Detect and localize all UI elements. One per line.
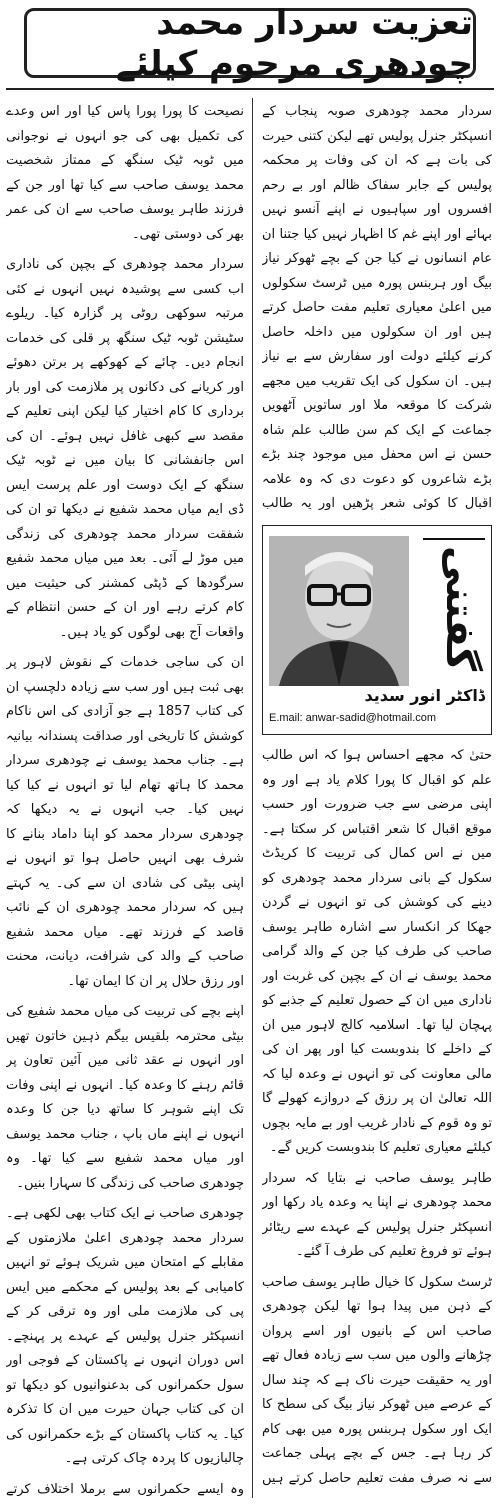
- paragraph: نصیحت کا پورا پورا پاس کیا اور اس وعدے کی تکمیل بھی کی جو انہوں نے نوجوانی میں ٹوبہ ٹیک سنگھ کے ممتاز شخصیت محمد یوسف صاحب سے کیا تھا اور جن کے فرزند طاہر یوسف صاحب سے ان کی عمر بھر کی دوستی تھی۔: [6, 104, 244, 242]
- headline-rule: [6, 88, 494, 90]
- author-photo: [269, 536, 409, 686]
- paragraph: ٹرسٹ سکول کا خیال طاہر یوسف صاحب کے ذہن میں پیدا ہوا تھا لیکن چودھری صاحب اس کے بانیوں اور اسے پروان چڑھانے والوں میں سب سے زیادہ فعال تھے اور یہ حقیقت حیرت ناک ہے کہ چند سال کے عرصے میں ٹھوکر نیاز بیگ کی سطح کا ایک اور سکول ہربنس پورہ میں بھی کام کر رہا ہے۔ جس کے بچے پہلی جماعت سے نہ صرف مفت تعلیم حاصل کرتے ہیں: [262, 1274, 492, 1486]
- article-column-right-top: [262, 100, 492, 520]
- paragraph: طاہر یوسف صاحب نے بتایا کہ سردار محمد چودھری نے اپنا یہ وعدہ یاد رکھا اور انسپکٹر جنرل پولیس کے عہدے سے ریٹائر ہوئے تو فروغ تعلیم کی طرف آ گئے۔: [262, 1170, 492, 1259]
- column-divider: [252, 98, 253, 1498]
- columnist-box: [262, 525, 492, 735]
- author-name: ڈاکٹر انور سدید: [364, 686, 485, 705]
- paragraph: سردار محمد چودھری کے بچپن کی ناداری اب کسی سے پوشیدہ نہیں انہوں نے کئی مرتبہ سوکھی روٹی پر گزارہ کیا۔ ریلوے سٹیشن ٹوبہ ٹیک سنگھ پر قلی کی خدمات انجام دیں۔ چائے کے کھوکھے پر برتن دھوئے اور کریانے کی دکانوں پر ملازمت کی اور بار برداری کا کام اختیار کیا لیکن اپنی تعلیم کے مقصد سے کبھی غافل نہیں ہوئے۔ ان کی اس جانفشانی کا بیان میں نے ٹوبہ ٹیک سنگھ کے ایک دوست اور علم پرست ایس ڈی ایم میاں محمد شفیع نے دیکھا تو ان کی شفقت سردار محمد چودھری کی زندگی میں موڑ لے آئی۔ بعد میں میاں محمد شفیع سرگودھا کے ڈپٹی کمشنر کی حیثیت میں کام کرتے رہے اور ان کے حسن انتظام کے واقعات آج بھی لوگوں کو یاد ہیں۔: [6, 257, 244, 640]
- headline: تعزیت سردار محمد چودھری مرحوم کیلئے: [115, 2, 473, 84]
- article-column-right-bottom: [262, 744, 492, 1496]
- article-column-left: [6, 100, 244, 1496]
- author-email: E.mail: anwar-sadid@hotmail.com: [269, 712, 437, 724]
- column-name-rule: [423, 538, 485, 540]
- column-name: گفتنی: [437, 546, 483, 672]
- paragraph: سردار محمد چودھری صوبہ پنجاب کے انسپکٹر جنرل پولیس تھے لیکن کتنی حیرت کی بات ہے کہ ان کی وفات پر محکمہ پولیس کے جابر سفاک ظالم اور بے رحم افسروں اور سپاہیوں نے اپنے آنسو نہیں بہائے اور اپنے غم کا اظہار نہیں کیا جتنا ان عام انسانوں نے کیا جن کے بچے ٹھوکر نیاز بیگ اور ہربنس پورہ میں ٹرسٹ سکولوں میں اعلیٰ معیاری تعلیم مفت حاصل کرتے ہیں اور ان سکولوں میں داخلہ حاصل کرنے کیلئے دولت اور سفارش سے بے نیاز ہیں۔ ان سکول کی ایک تقریب میں مجھے شرکت کا موقعہ ملا اور ساتویں آٹھویں جماعت کے ایک کم سن طالب علم شاہ حسن نے اس محفل میں موجود چند بڑے بڑے شاعروں کو دعوت دی کہ وہ علامہ اقبال کا کوئی شعر پڑھیں اور یہ طالب: [262, 104, 492, 511]
- paragraph: حتیٰ کہ مجھے احساس ہوا کہ اس طالب علم کو اقبال کا پورا کلام یاد ہے اور وہ اپنی مرضی سے جب ضرورت اور حسب موقع اقبال کا شعر اقتباس کر سکتا ہے۔ میں نے اس کمال کی تربیت کا کریڈٹ سکول کے بانی سردار محمد چودھری کو دینے کی کوشش کی تو انہوں نے گردن جھکا کر انکسار سے اشارہ طاہر یوسف صاحب کی طرف کیا جن کے والد گرامی محمد یوسف نے ان کے بچپن کی غربت اور ناداری میں ان کے حصول تعلیم کے جذبے کو پہچان لیا تھا۔ اسلامیہ کالج لاہور میں ان کے داخلے کا بندوبست کیا اور پھر ان کی مالی معاونت کی تو انہوں نے وعدہ لیا کہ اللہ تعالیٰ ان پر رزق کے دروازے کھولے گا تو وہ قوم کے نادار غریب اور بے مایہ بچوں کیلئے معیاری تعلیم کا بندوبست کریں گے۔: [262, 748, 492, 1155]
- paragraph: اپنے بچے کی تربیت کی میاں محمد شفیع کی بیٹی محترمہ بلقیس بیگم ذہین خاتون تھیں اور انہوں نے عقد ثانی میں آئین تعاون پر قائم رہنے کا وعدہ کیا۔ انہوں نے اپنی وفات تک اپنے شوہر کا ساتھ دیا جن کا وعدہ انہوں نے اپنے ماں باپ ، جناب محمد یوسف اور میاں محمد شفیع سے کیا تھا۔ وہ چودھری صاحب کی زندگی کا سہارا بنیں۔: [6, 1004, 244, 1191]
- author-portrait-icon: [269, 536, 409, 686]
- paragraph: وہ ایسے حکمرانوں سے برملا اختلاف کرتے: [6, 1481, 244, 1496]
- paragraph: چودھری صاحب نے ایک کتاب بھی لکھی ہے۔ سردار محمد چودھری اعلیٰ ملازمتوں کے مقابلے کے امتحان میں شریک ہوئے تو انہیں کامیابی کے بعد پولیس کے محکمے میں ایس پی کی ملازمت ملی اور وہ ترقی کر کے انسپکٹر جنرل پولیس کے عہدے پر پہنچے۔ اس دوران انہوں نے پاکستان کے فوجی اور سول حکمرانوں کی بدعنوانیوں کو دیکھا تو ان کی کتاب جہان حیرت میں ان کا تذکرہ کیا۔ یہ کتاب پاکستان کے بڑے حکمرانوں کی چالبازیوں کا پردہ چاک کرتی ہے۔: [6, 1206, 244, 1466]
- headline-banner: [24, 2, 476, 84]
- paragraph: ان کی ساجی خدمات کے نقوش لاہور پر بھی ثبت ہیں اور سب سے زیادہ دلچسپ ان کی کتاب 1857 ہے جو آزادی کی اس ناکام کوشش کا تاریخی اور صداقت پسندانہ بیانیہ ہے۔ جناب محمد یوسف نے چودھری سردار محمد کا ہاتھ تھام لیا تو انہوں نے کیا کیا نہیں کیا۔ جب انہوں نے یہ دیکھا کہ چودھری سردار محمد کو اپنا داماد بنانے کا شرف بھی انہیں حاصل ہوا تو انہوں نے اپنی بیٹی کی شادی ان سے کی۔ یہ کہتے ہیں کہ سردار محمد چودھری ان کے نائب قاصد کے فرزند تھے۔ میاں محمد شفیع صاحب کے والد کی شرافت، دیانت، محنت اور رزق حلال پر ان کا ایمان تھا۔: [6, 655, 244, 989]
